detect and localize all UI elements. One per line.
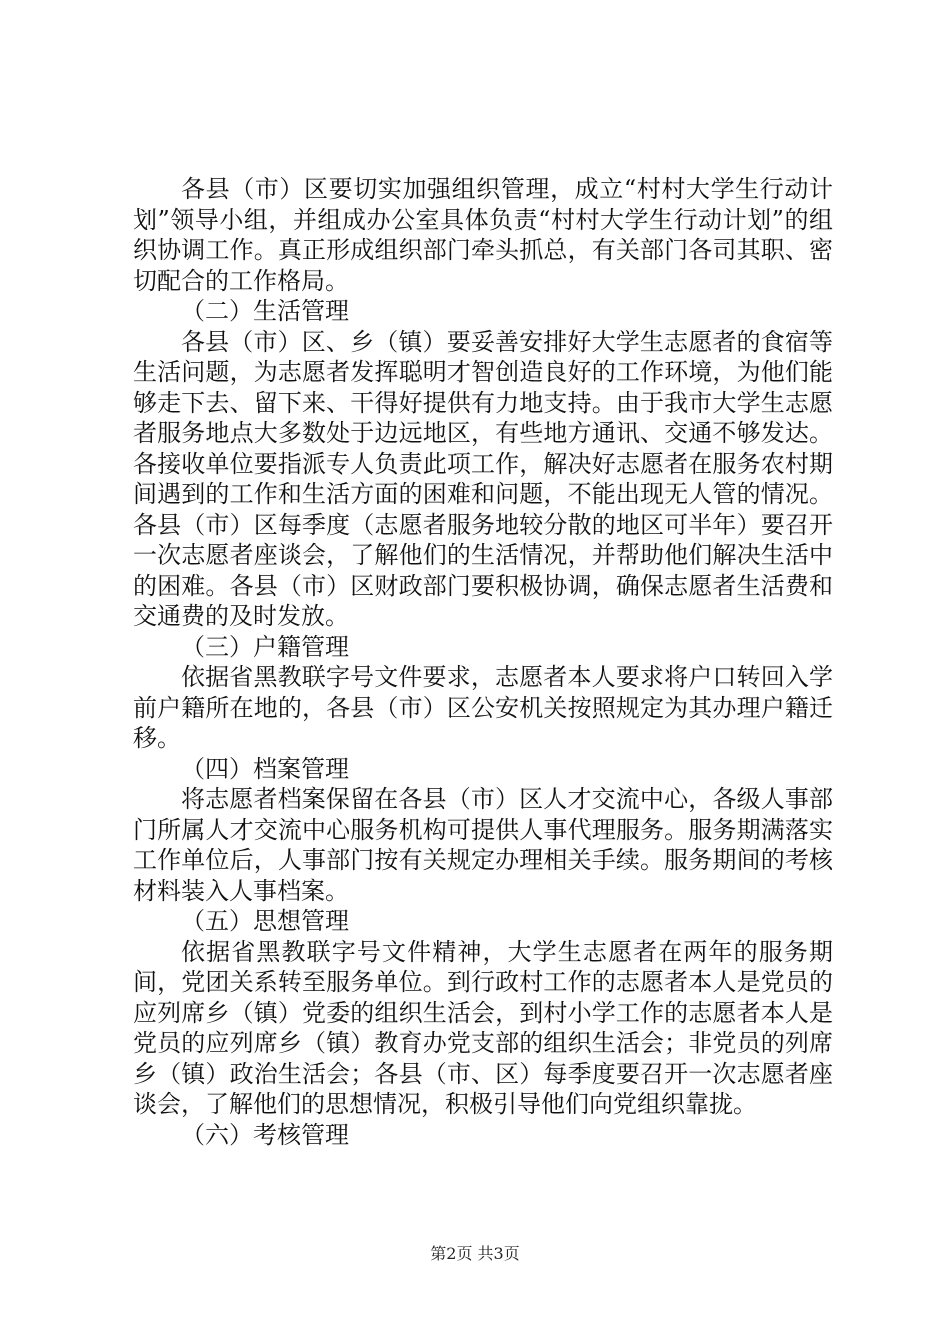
document-body [133,174,833,1150]
body-paragraph: 各县（市）区要切实加强组织管理，成立“村村大学生行动计划”领导小组，并组成办公室具体负责“村村大学生行动计划”的组织协调工作。真正形成组织部门牵头抓总，有关部门各司其职、密切配合的工作格局。 [133,175,833,295]
section-heading: （六）考核管理 [181,1120,349,1149]
section-heading: （五）思想管理 [181,907,349,935]
body-paragraph: 将志愿者档案保留在各县（市）区人才交流中心，各级人事部门所属人才交流中心服务机构可提供人事代理服务。服务期满落实工作单位后，人事部门按有关规定办理相关手续。服务期间的考核材料装入人事档案。 [133,785,833,905]
body-paragraph: 各县（市）区、乡（镇）要妥善安排好大学生志愿者的食宿等生活问题，为志愿者发挥聪明才智创造良好的工作环境，为他们能够走下去、留下来、干得好提供有力地支持。由于我市大学生志愿者服务地点大多数处于边远地区，有些地方通讯、交通不够发达。各接收单位要指派专人负责此项工作，解决好志愿者在服务农村期间遇到的工作和生活方面的困难和问题，不能出现无人管的情况。各县（市）区每季度（志愿者服务地较分散的地区可半年）要召开一次志愿者座谈会，了解他们的生活情况，并帮助他们解决生活中的困难。各县（市）区财政部门要积极协调，确保志愿者生活费和交通费的及时发放。 [133,327,833,630]
body-paragraph: 依据省黑教联字号文件要求，志愿者本人要求将户口转回入学前户籍所在地的，各县（市）区公安机关按照规定为其办理户籍迁移。 [133,663,833,752]
page-footer: 第2页 共3页 [430,1244,520,1263]
section-heading: （二）生活管理 [181,297,349,325]
section-heading: （三）户籍管理 [181,632,349,661]
section-heading: （四）档案管理 [181,754,349,783]
body-paragraph: 依据省黑教联字号文件精神，大学生志愿者在两年的服务期间，党团关系转至服务单位。到行政村工作的志愿者本人是党员的应列席乡（镇）党委的组织生活会，到村小学工作的志愿者本人是党员的应列席乡（镇）教育办党支部的组织生活会；非党员的列席乡（镇）政治生活会；各县（市、区）每季度要召开一次志愿者座谈会，了解他们的思想情况，积极引导他们向党组织靠拢。 [133,937,833,1118]
